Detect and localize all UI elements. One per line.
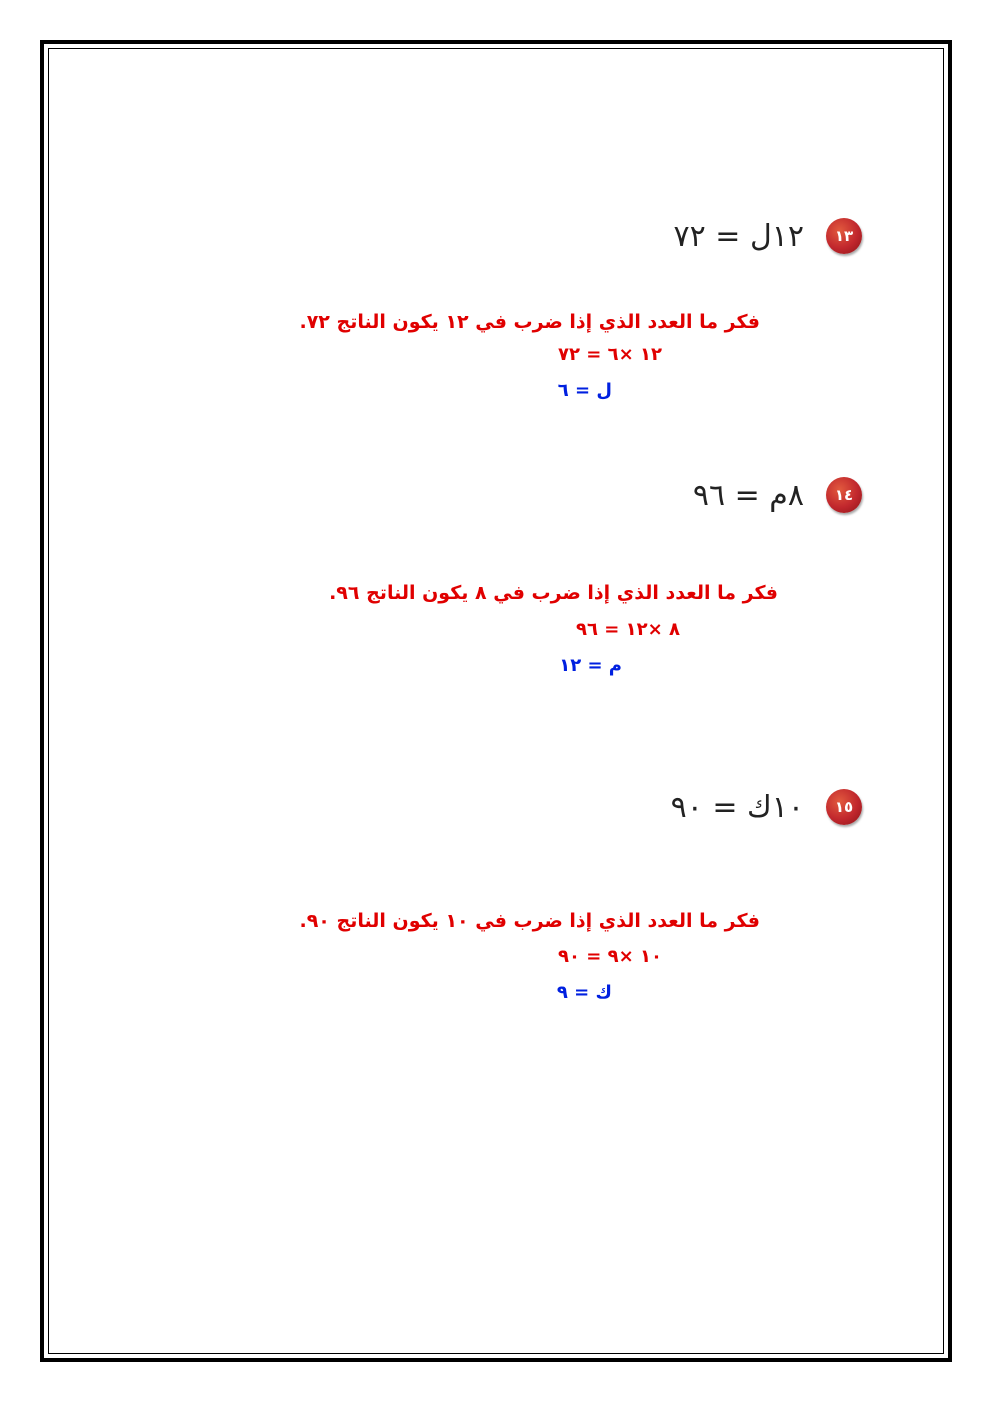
problem-number-badge: ١٤ <box>826 477 862 513</box>
problem-number-badge: ١٥ <box>826 789 862 825</box>
solution-calculation: ٨ ×١٢ = ٩٦ <box>576 619 680 640</box>
problem-13 <box>674 218 862 254</box>
solution-answer: ك = ٩ <box>556 982 612 1003</box>
solution-hint: فكر ما العدد الذي إذا ضرب في ١٢ يكون الناتج ٧٢. <box>299 311 760 333</box>
problem-15 <box>671 789 862 825</box>
solution-answer: ل = ٦ <box>557 380 612 401</box>
solution-hint: فكر ما العدد الذي إذا ضرب في ٨ يكون الناتج ٩٦. <box>329 582 778 604</box>
problem-equation: ٨م = ٩٦ <box>692 477 804 513</box>
solution-calculation: ١٠ ×٩ = ٩٠ <box>558 946 662 967</box>
solution-calculation: ١٢ ×٦ = ٧٢ <box>558 344 662 365</box>
solution-hint: فكر ما العدد الذي إذا ضرب في ١٠ يكون الناتج ٩٠. <box>299 910 760 932</box>
solution-answer: م = ١٢ <box>559 655 622 676</box>
problem-equation: ١٢ل = ٧٢ <box>673 218 804 254</box>
problem-number-badge: ١٣ <box>826 218 862 254</box>
problem-equation: ١٠ك = ٩٠ <box>670 789 804 825</box>
problem-14 <box>693 477 862 513</box>
